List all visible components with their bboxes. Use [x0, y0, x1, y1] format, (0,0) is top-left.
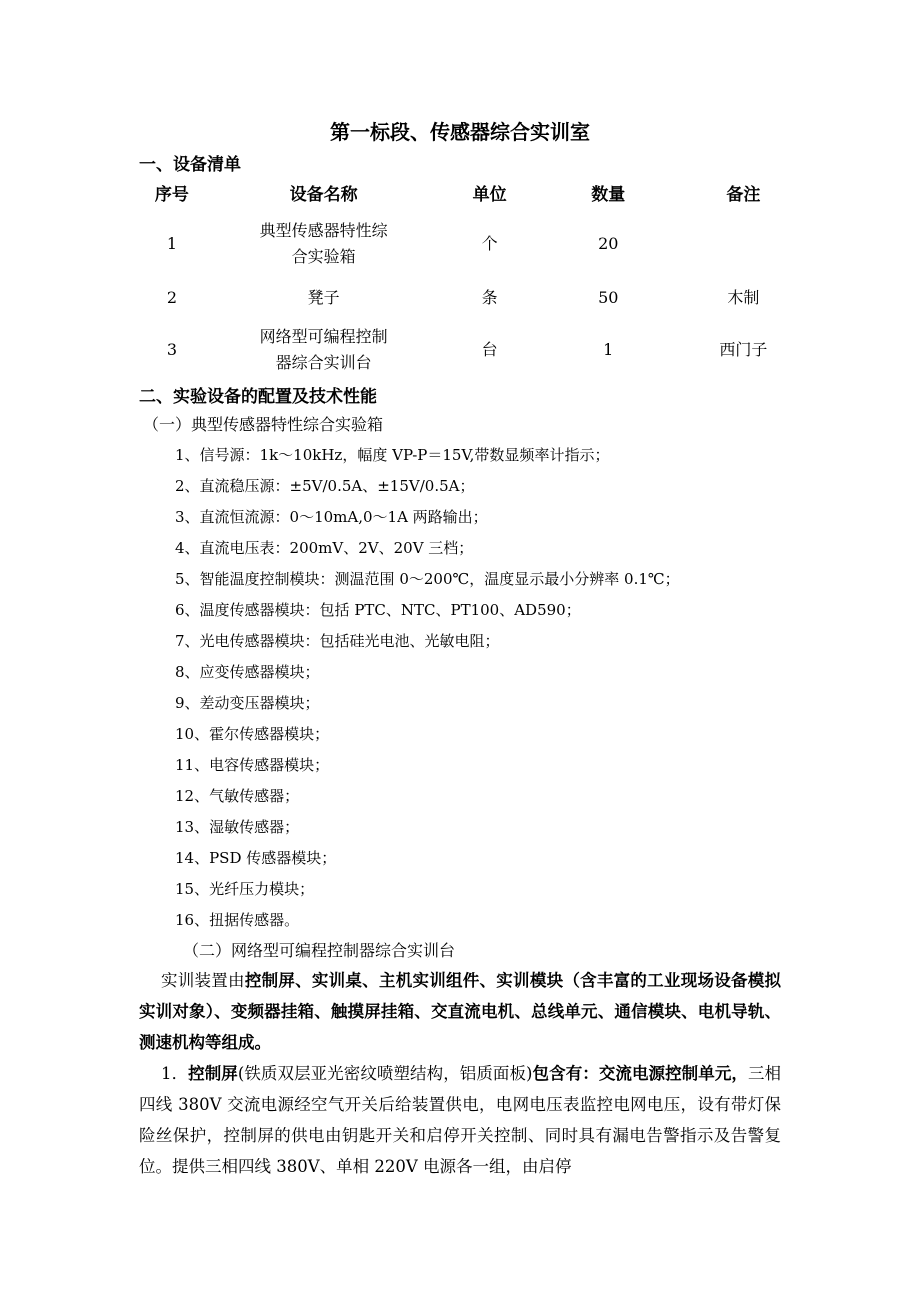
cell-unit: 个 — [481, 234, 498, 253]
header-qty: 数量 — [591, 185, 626, 205]
list-item: 4、直流电压表：200mV、2V、20V 三档； — [175, 539, 474, 557]
list-item: 3、直流恒流源：0～10mA,0～1A 两路输出； — [175, 508, 488, 526]
cell-name — [206, 285, 442, 311]
cell-note: 西门子 — [719, 340, 768, 359]
cell-no: 3 — [166, 340, 177, 359]
header-unit: 单位 — [472, 185, 507, 205]
para-bold-control-screen: 控制屏 — [188, 1064, 238, 1083]
paragraph-composition — [139, 965, 781, 1058]
cell-name — [206, 218, 442, 270]
list-item: 5、智能温度控制模块：测温范围 0～200℃，温度显示最小分辨率 0.1℃； — [175, 570, 680, 588]
paragraph-control-screen — [139, 1058, 781, 1182]
cell-qty: 20 — [598, 234, 619, 253]
cell-name-line1: 典型传感器特性综 — [259, 221, 388, 240]
para-number: 1． — [161, 1064, 189, 1083]
header-name: 设备名称 — [289, 185, 358, 205]
para-bold-text: 控制屏、实训桌、主机实训组件、实训模块（含丰富的工业现场设备模拟实训对象）、变频器挂箱、触摸屏挂箱、交直流电机、总线单元、通信模块、电机导轨、测速机构等组成。 — [139, 971, 782, 1052]
cell-name-line2: 合实验箱 — [291, 247, 356, 266]
section-heading-config: 二、实验设备的配置及技术性能 — [139, 387, 377, 407]
subsection-heading-sensor-box: （一）典型传感器特性综合实验箱 — [143, 415, 384, 434]
table-row — [138, 214, 788, 274]
cell-name-line2: 器综合实训台 — [275, 353, 372, 372]
cell-name-line1: 凳子 — [307, 288, 340, 307]
list-item: 8、应变传感器模块； — [175, 663, 320, 681]
para-bold-includes: 包含有：交流电源控制单元， — [532, 1064, 748, 1083]
list-item: 12、气敏传感器； — [175, 787, 300, 805]
equipment-table — [138, 180, 788, 378]
cell-unit: 条 — [481, 288, 498, 307]
page-title: 第一标段、传感器综合实训室 — [330, 120, 590, 144]
list-item: 7、光电传感器模块：包括硅光电池、光敏电阻； — [175, 632, 500, 650]
list-item: 13、湿敏传感器； — [175, 818, 300, 836]
list-item: 11、电容传感器模块； — [175, 756, 330, 774]
list-item: 14、PSD 传感器模块； — [175, 849, 337, 867]
para-lead-text: 实训装置由 — [161, 971, 245, 990]
cell-no: 2 — [166, 288, 177, 307]
list-item: 1、信号源：1k～10kHz，幅度 VP-P＝15V,带数显频率计指示； — [175, 446, 610, 464]
cell-qty: 1 — [603, 340, 614, 359]
section-heading-equipment-list: 一、设备清单 — [139, 155, 241, 175]
table-row — [138, 322, 788, 378]
list-item: 10、霍尔传感器模块； — [175, 725, 330, 743]
subsection-heading-plc: （二）网络型可编程控制器综合实训台 — [183, 941, 456, 960]
para-text-description: 三相四线 380V 交流电源经空气开关后给装置供电，电网电压表监控电网电压，设有带灯保险丝保护，控制屏的供电由钥匙开关和启停开关控制、同时具有漏电告警指示及告警复位。提供三相四线 380V、单相 220V 电源各一组，由启停 — [139, 1064, 782, 1176]
cell-no: 1 — [166, 234, 177, 253]
list-item: 15、光纤压力模块； — [175, 880, 315, 898]
header-no: 序号 — [154, 185, 189, 205]
list-item: 2、直流稳压源：±5V/0.5A、±15V/0.5A； — [175, 477, 475, 495]
list-item: 6、温度传感器模块：包括 PTC、NTC、PT100、AD590； — [175, 601, 581, 619]
para-text-material: (铁质双层亚光密纹喷塑结构，铝质面板) — [237, 1064, 533, 1083]
cell-unit: 台 — [481, 340, 498, 359]
list-item: 9、差动变压器模块； — [175, 694, 320, 712]
cell-name — [206, 324, 442, 376]
header-note: 备注 — [726, 185, 761, 205]
list-item: 16、扭据传感器。 — [175, 911, 300, 929]
cell-qty: 50 — [598, 288, 619, 307]
table-header-row — [138, 180, 788, 210]
table-row — [138, 278, 788, 318]
cell-name-line1: 网络型可编程控制 — [259, 327, 388, 346]
cell-note: 木制 — [727, 288, 760, 307]
